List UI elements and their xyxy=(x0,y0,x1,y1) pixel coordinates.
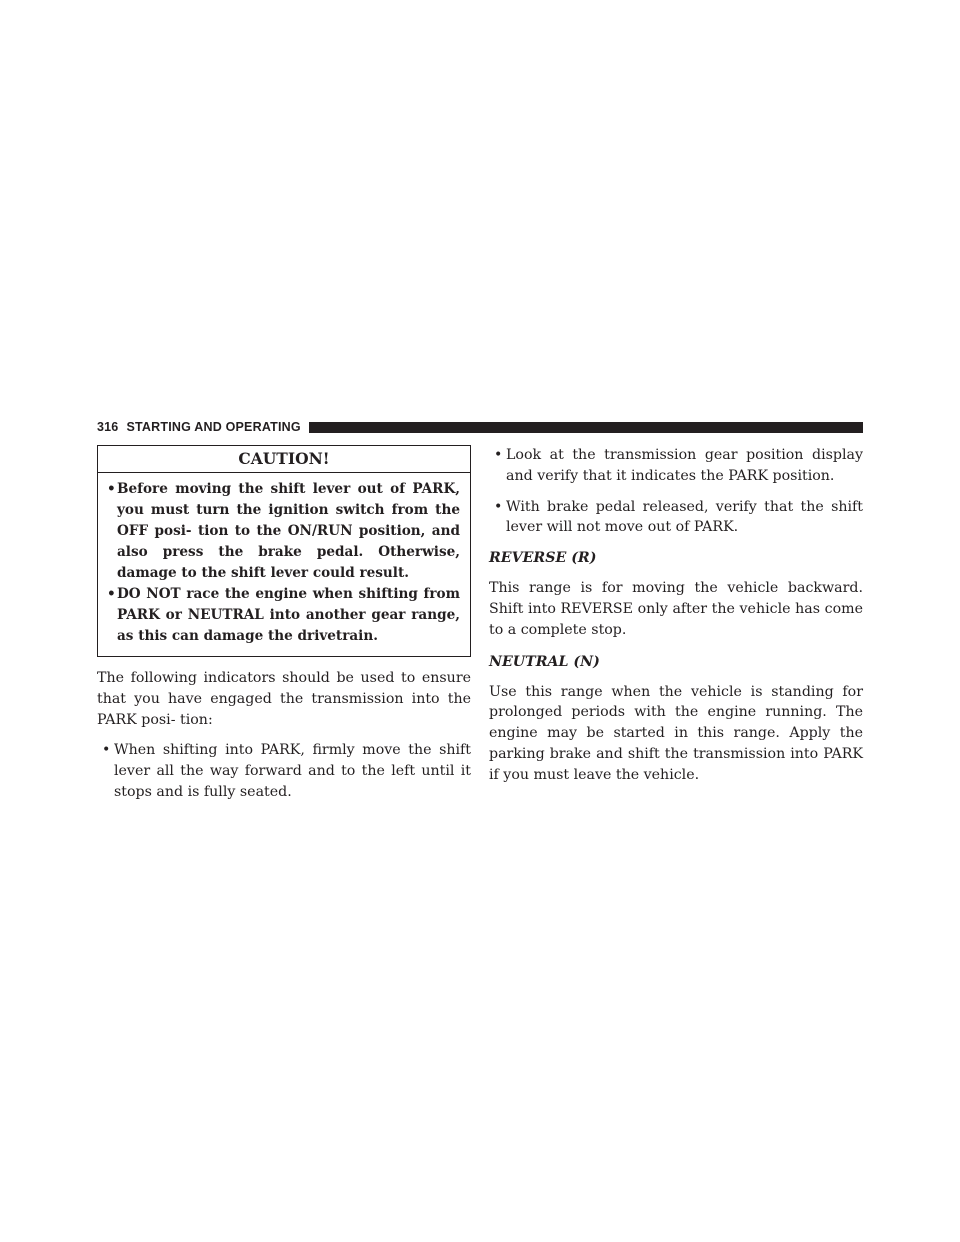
list-item xyxy=(97,740,471,802)
list-item xyxy=(489,445,863,487)
header-rule xyxy=(309,422,863,433)
section-title: STARTING AND OPERATING xyxy=(126,420,301,434)
neutral-paragraph: Use this range when the vehicle is standing for prolonged periods with the engine running. The engine may be started in this range. Apply the parking brake and shift the transmission into PARK if you must leave the vehicle. xyxy=(489,683,863,783)
list-item-text: When shifting into PARK, firmly move the shift lever all the way forward and to the left until it stops and is fully seated. xyxy=(114,742,471,800)
intro-paragraph: The following indicators should be used to ensure that you have engaged the transmission into the PARK posi- tion: xyxy=(97,670,471,728)
list-item-text: Look at the transmission gear position display and verify that it indicates the PARK position. xyxy=(506,447,863,484)
bullet-icon: • xyxy=(102,742,111,759)
caution-item-text: Before moving the shift lever out of PARK, you must turn the ignition switch from the OFF posi- tion to the ON/RUN position, and also press the brake pedal. Otherwise, damage to the shift lever could result. xyxy=(117,481,460,581)
bullet-icon: • xyxy=(107,586,116,602)
page-header xyxy=(97,416,863,438)
caution-box xyxy=(97,445,471,657)
neutral-heading: NEUTRAL (N) xyxy=(489,653,600,670)
caution-item xyxy=(108,479,460,584)
caution-item xyxy=(108,584,460,647)
bullet-icon: • xyxy=(494,498,503,515)
list-item xyxy=(489,497,863,539)
bullet-icon: • xyxy=(494,447,503,463)
bullet-icon: • xyxy=(107,481,116,497)
caution-title: CAUTION! xyxy=(238,449,330,468)
caution-list xyxy=(108,479,460,647)
reverse-paragraph: This range is for moving the vehicle backward. Shift into REVERSE only after the vehicle has come to a complete stop. xyxy=(489,580,863,638)
right-column xyxy=(489,445,863,786)
caution-divider xyxy=(98,472,470,473)
list-item-text: With brake pedal released, verify that the shift lever will not move out of PARK. xyxy=(506,498,863,536)
left-column xyxy=(97,445,471,803)
park-indicator-list-continued xyxy=(489,445,863,538)
page-number: 316 xyxy=(97,420,119,434)
reverse-heading: REVERSE (R) xyxy=(489,550,597,567)
caution-item-text: DO NOT race the engine when shifting from PARK or NEUTRAL into another gear range, as this can damage the drivetrain. xyxy=(117,586,460,644)
park-indicator-list xyxy=(97,740,471,802)
